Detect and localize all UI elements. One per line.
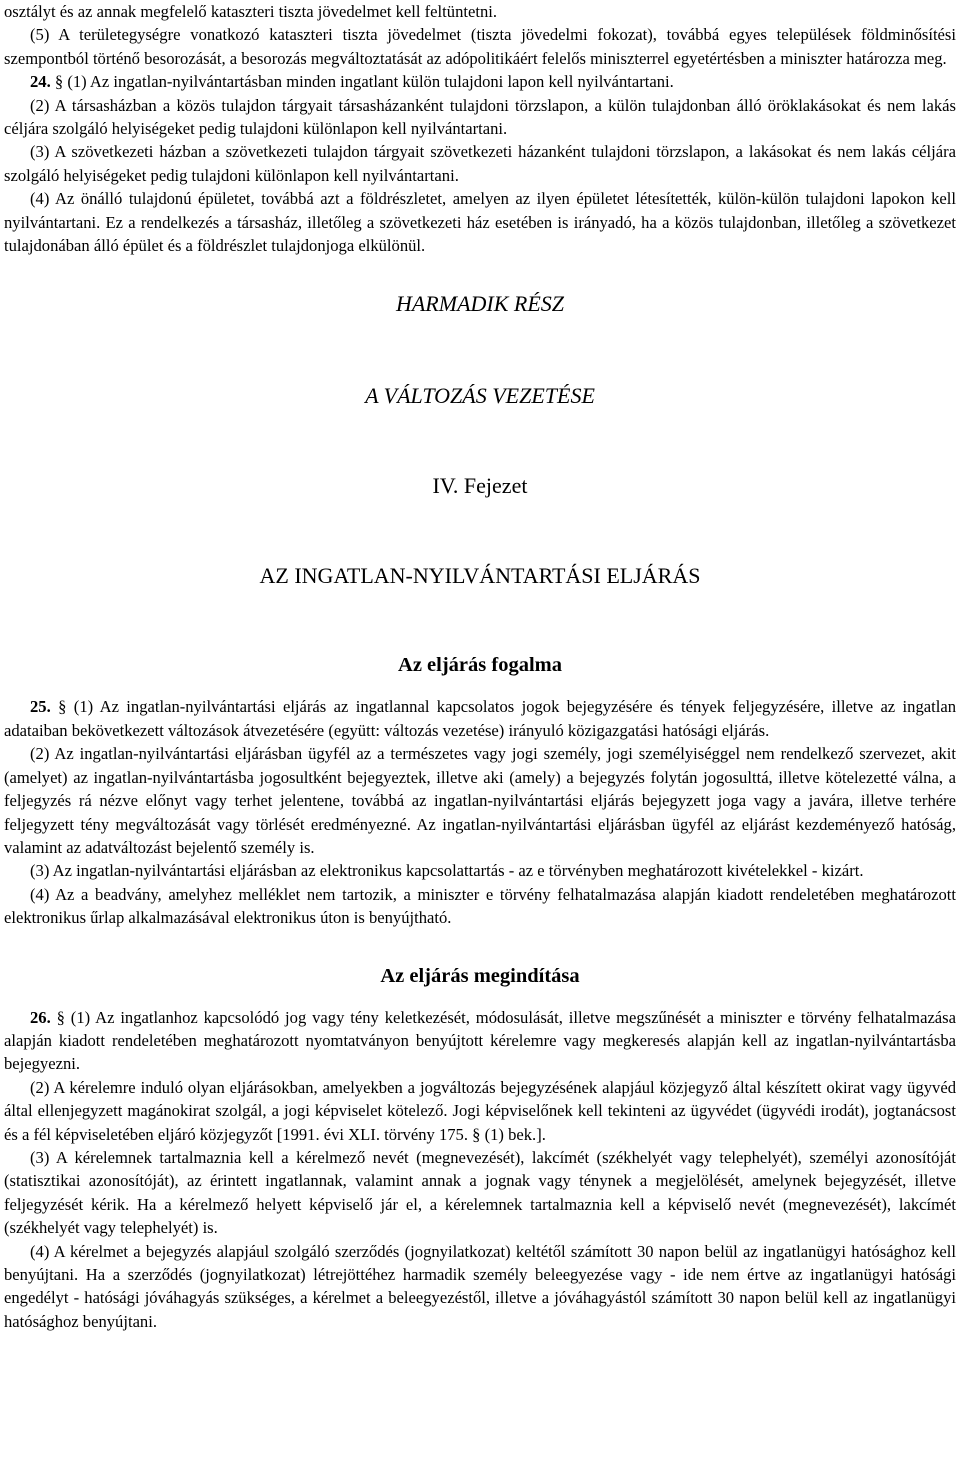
section-25-p4: (4) Az a beadvány, amelyhez melléklet nem tartozik, a miniszter e törvény felhatalmazása alapján kiadott rendeletében meghatározott elektronikus űrlap alkalmazásával elektronikus úton is benyújtható. <box>4 884 956 928</box>
section-24-p4: (4) Az önálló tulajdonú épületet, továbbá azt a földrészletet, amelyen az ilyen épületet létesítették, külön-külön tulajdoni lapokon kell nyilvántartani. Ez a rendelkezés a társasház, illetőleg a szövetkezeti ház esetében is irányadó, ha a közös tulajdonban, illetőleg a szövetkezet tulajdonában álló épület és a földrészlet tulajdonjoga elkülönül. <box>4 189 956 256</box>
paragraph-5: (5) A területegységre vonatkozó kataszteri tiszta jövedelmet (tiszta jövedelmi fokozat), továbbá egyes települések földminősítési szempontból történő besorozását, a besorozás megváltoztatását az adópolitikáért felelős miniszterrel egyetértésben a miniszter határozza meg. <box>4 25 956 68</box>
intro-line: osztályt és az annak megfelelő kataszteri tiszta jövedelmet kell feltüntetni. <box>4 2 498 21</box>
section-25-p3: (3) Az ingatlan-nyilvántartási eljárásban az elektronikus kapcsolattartás - az e törvényben meghatározott kivételekkel - kizárt. <box>30 861 864 881</box>
section-26-p3: (3) A kérelemnek tartalmaznia kell a kérelmező nevét (megnevezését), lakcímét (székhelyét vagy telephelyét), személyi azonosítóját (statisztikai azonosítóját), az érintett ingatlannak, valamint annak a jognak vagy ténynek a megjelölését, amelynek bejegyzését, illetve feljegyzését kérik. Ha a kérelmező helyett képviselő jár el, a kérelemnek tartalmaznia kell a képviselő nevét (megnevezését), lakcímét (székhelyét vagy telephelyét) is. <box>4 1147 956 1238</box>
section-24-p3: (3) A szövetkezeti házban a szövetkezeti tulajdon tárgyait szövetkezeti házanként tulajdoni törzslapon, a lakásokat és nem lakás céljára szolgáló helyiségeket pedig tulajdoni különlapon kell nyilvántartani. <box>4 142 956 185</box>
part-title: HARMADIK RÉSZ <box>395 291 565 317</box>
section-24-p1 <box>4 70 956 93</box>
section-26-p1 <box>4 1006 956 1076</box>
subpart-title: A VÁLTOZÁS VEZETÉSE <box>365 383 595 409</box>
section-24-p2: (2) A társasházban a közös tulajdon tárgyait társasházanként tulajdoni törzslapon, a külön tulajdonban álló öröklakásokat és nem lakás céljára szolgáló helyiségeket pedig tulajdoni különlapon kell nyilvántartani. <box>4 95 956 139</box>
section-26-p2: (2) A kérelemre induló olyan eljárásokban, amelyekben a jogváltozás bejegyzésének alapjául közjegyző által készített okirat vagy ügyvéd által ellenjegyzett magánokirat szolgál, a jogi képviselet kötelező. Jogi képviselőnek kell tekinteni az ügyvédet (ügyvédi irodát), jogtanácsost és a fél képviseletében eljáró közjegyzőt [1991. évi XLI. törvény 175. § (1) bek.]. <box>4 1077 956 1144</box>
section-25-p2: (2) Az ingatlan-nyilvántartási eljárásban ügyfél az a természetes vagy jogi személy, jogi személyiséggel nem rendelkező szervezet, akit (amelyet) az ingatlan-nyilvántartásba jogosultként bejegyeztek, illetve aki (amely) a bejegyzés folytán jogosulttá, illetve kötelezetté válna, a feljegyzés rá nézve előnyt vagy terhet jelentene, továbbá az ingatlan-nyilvántartási eljárás bejegyzett joga vagy a javára, illetve terhére feljegyzett tény megváltozását vagy törlését eredményezné. Az ingatlan-nyilvántartási eljárásban ügyfél az eljárást kezdeményező hatóság, valamint az adatváltozást bejelentő személy is. <box>4 744 956 857</box>
section-24-number: 24. <box>30 72 51 92</box>
chapter-number: IV. Fejezet <box>432 473 528 499</box>
section-24-p1-text: § (1) Az ingatlan-nyilvántartásban minden ingatlant külön tulajdoni lapon kell nyilvántartani. <box>54 72 674 92</box>
heading-eljaras-fogalma: Az eljárás fogalma <box>398 654 562 677</box>
section-25-p1-text: § (1) Az ingatlan-nyilvántartási eljárás az ingatlannal kapcsolatos jogok bejegyzésére és tények feljegyzésére, illetve az ingatlan adataiban bekövetkezett változások átvezetésére (együtt: változás vezetése) irányuló közigazgatási hatósági eljárás. <box>4 697 956 740</box>
section-26-p1-text: § (1) Az ingatlanhoz kapcsolódó jog vagy tény keletkezését, módosulását, illetve megszűnését a miniszter e törvény felhatalmazása alapján kiadott rendeletében meghatározott nyomtatványon benyújtott kérelemre vagy megkeresés alapján kell az ingatlan-nyilvántartásba bejegyezni. <box>4 1007 956 1074</box>
section-26-number: 26. <box>30 1007 51 1027</box>
heading-eljaras-meginditasa: Az eljárás megindítása <box>380 964 580 987</box>
section-25-p1 <box>4 695 956 742</box>
section-26-p4: (4) A kérelmet a bejegyzés alapjául szolgáló szerződés (jognyilatkozat) keltétől számított 30 napon belül az ingatlanügyi hatósághoz kell benyújtani. Ha a szerződés (jognyilatkozat) létrejöttéhez harmadik személy beleegyezése vagy - ide nem értve az ingatlanügyi hatósági engedélyt - hatósági jóváhagyás szükséges, a kérelmet a beleegyezéstől, illetve a jóváhagyástól számított 30 napon belül kell az ingatlanügyi hatósághoz benyújtani. <box>4 1241 956 1331</box>
chapter-title: AZ INGATLAN-NYILVÁNTARTÁSI ELJÁRÁS <box>259 563 701 589</box>
section-25-number: 25. <box>30 697 51 717</box>
